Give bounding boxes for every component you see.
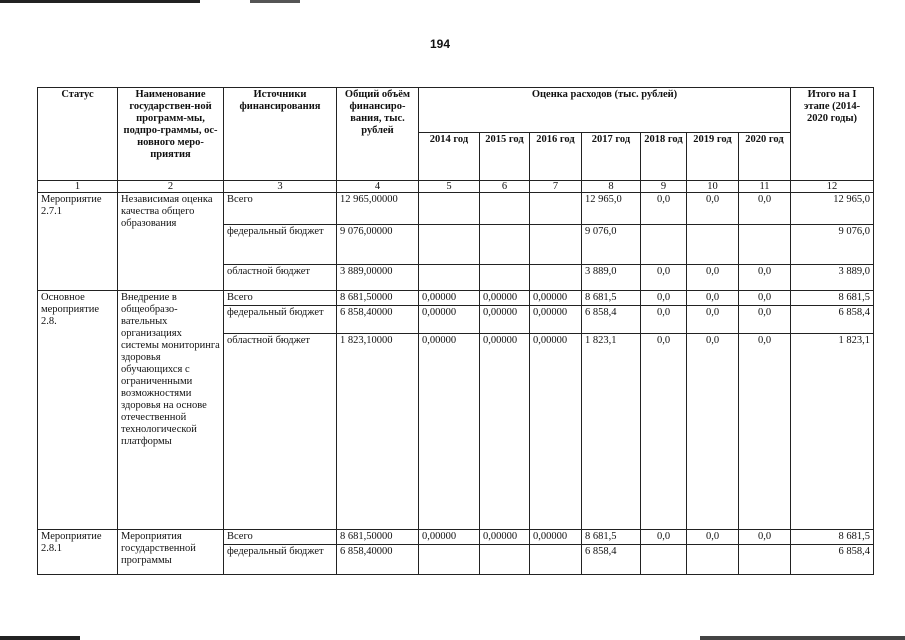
- value-cell: 0,00000: [480, 306, 530, 334]
- value-cell: 0,0: [687, 530, 739, 545]
- column-index: 6: [480, 181, 530, 193]
- value-cell: 0,0: [641, 530, 687, 545]
- value-cell: [530, 193, 582, 225]
- total-cell: 8 681,50000: [337, 291, 419, 306]
- scan-edge-top: [0, 0, 905, 3]
- header-year: 2018 год: [641, 133, 687, 181]
- value-cell: 0,0: [739, 193, 791, 225]
- status-cell: Мероприятие 2.8.1: [38, 530, 118, 575]
- table-row: [38, 530, 874, 545]
- status-cell: Мероприятие 2.7.1: [38, 193, 118, 291]
- value-cell: [480, 193, 530, 225]
- name-cell: Независимая оценка качества общего образования: [118, 193, 224, 291]
- source-cell: областной бюджет: [224, 334, 337, 530]
- value-cell: 0,00000: [419, 306, 480, 334]
- value-cell: [739, 545, 791, 575]
- scan-edge-bottom: [0, 636, 905, 640]
- stage-cell: 8 681,5: [791, 530, 874, 545]
- budget-table: [37, 87, 874, 575]
- stage-cell: 6 858,4: [791, 306, 874, 334]
- value-cell: 0,0: [641, 291, 687, 306]
- value-cell: [419, 225, 480, 265]
- table-row: [38, 291, 874, 306]
- total-cell: 6 858,40000: [337, 306, 419, 334]
- source-cell: Всего: [224, 291, 337, 306]
- stage-cell: 8 681,5: [791, 291, 874, 306]
- stage-cell: 9 076,0: [791, 225, 874, 265]
- value-cell: [641, 545, 687, 575]
- value-cell: 6 858,4: [582, 306, 641, 334]
- value-cell: 0,00000: [530, 334, 582, 530]
- value-cell: [419, 545, 480, 575]
- table-row: [38, 193, 874, 225]
- total-cell: 6 858,40000: [337, 545, 419, 575]
- header-year: 2019 год: [687, 133, 739, 181]
- header-status: Статус: [38, 88, 118, 181]
- header-year: 2014 год: [419, 133, 480, 181]
- value-cell: 0,00000: [419, 334, 480, 530]
- value-cell: 0,0: [687, 265, 739, 291]
- value-cell: 0,0: [687, 334, 739, 530]
- source-cell: областной бюджет: [224, 265, 337, 291]
- value-cell: 3 889,0: [582, 265, 641, 291]
- source-cell: Всего: [224, 193, 337, 225]
- value-cell: 0,0: [687, 193, 739, 225]
- value-cell: [739, 225, 791, 265]
- column-index: 12: [791, 181, 874, 193]
- value-cell: [641, 225, 687, 265]
- value-cell: 0,00000: [480, 530, 530, 545]
- column-index: 8: [582, 181, 641, 193]
- value-cell: [687, 545, 739, 575]
- column-index: 11: [739, 181, 791, 193]
- column-index: 1: [38, 181, 118, 193]
- value-cell: 0,00000: [530, 291, 582, 306]
- total-cell: 12 965,00000: [337, 193, 419, 225]
- column-index: 5: [419, 181, 480, 193]
- value-cell: 0,0: [739, 530, 791, 545]
- value-cell: [530, 545, 582, 575]
- value-cell: 8 681,5: [582, 530, 641, 545]
- column-index: 4: [337, 181, 419, 193]
- column-index-row: [38, 181, 874, 193]
- value-cell: [480, 545, 530, 575]
- value-cell: [419, 265, 480, 291]
- header-year: 2017 год: [582, 133, 641, 181]
- value-cell: [419, 193, 480, 225]
- total-cell: 9 076,00000: [337, 225, 419, 265]
- header-year: 2015 год: [480, 133, 530, 181]
- total-cell: 1 823,10000: [337, 334, 419, 530]
- value-cell: 0,00000: [419, 530, 480, 545]
- value-cell: 1 823,1: [582, 334, 641, 530]
- source-cell: Всего: [224, 530, 337, 545]
- value-cell: 0,0: [641, 265, 687, 291]
- value-cell: 0,0: [641, 193, 687, 225]
- value-cell: 9 076,0: [582, 225, 641, 265]
- value-cell: 0,00000: [419, 291, 480, 306]
- header-total: Общий объём финансиро-вания, тыс. рублей: [337, 88, 419, 181]
- header-stage-total: Итого на I этапе (2014-2020 годы): [791, 88, 874, 181]
- value-cell: 0,00000: [480, 334, 530, 530]
- value-cell: 0,0: [739, 291, 791, 306]
- value-cell: 0,00000: [480, 291, 530, 306]
- source-cell: федеральный бюджет: [224, 306, 337, 334]
- value-cell: 0,00000: [530, 306, 582, 334]
- total-cell: 3 889,00000: [337, 265, 419, 291]
- value-cell: [480, 225, 530, 265]
- value-cell: 0,0: [739, 306, 791, 334]
- value-cell: 12 965,0: [582, 193, 641, 225]
- column-index: 10: [687, 181, 739, 193]
- name-cell: Мероприятия государственной программы: [118, 530, 224, 575]
- value-cell: [480, 265, 530, 291]
- value-cell: [687, 225, 739, 265]
- page-number: 194: [429, 37, 451, 51]
- stage-cell: 6 858,4: [791, 545, 874, 575]
- value-cell: 0,0: [641, 306, 687, 334]
- value-cell: 8 681,5: [582, 291, 641, 306]
- header-source: Источники финансирования: [224, 88, 337, 181]
- stage-cell: 1 823,1: [791, 334, 874, 530]
- value-cell: 0,0: [687, 291, 739, 306]
- value-cell: 0,00000: [530, 530, 582, 545]
- column-index: 2: [118, 181, 224, 193]
- source-cell: федеральный бюджет: [224, 225, 337, 265]
- header-year: 2016 год: [530, 133, 582, 181]
- stage-cell: 3 889,0: [791, 265, 874, 291]
- stage-cell: 12 965,0: [791, 193, 874, 225]
- header-estimate: Оценка расходов (тыс. рублей): [419, 88, 791, 133]
- value-cell: [530, 225, 582, 265]
- total-cell: 8 681,50000: [337, 530, 419, 545]
- value-cell: 0,0: [739, 265, 791, 291]
- status-cell: Основное мероприятие 2.8.: [38, 291, 118, 530]
- value-cell: 6 858,4: [582, 545, 641, 575]
- value-cell: 0,0: [687, 306, 739, 334]
- column-index: 7: [530, 181, 582, 193]
- name-cell: Внедрение в общеобразо-вательных организациях системы мониторинга здоровья обучающихся с ограниченными возможностями здоровья на основе отечественной технологической платформы: [118, 291, 224, 530]
- header-name: Наименование государствен-ной программ-мы, подпро-граммы, ос-новного меро-приятия: [118, 88, 224, 181]
- value-cell: 0,0: [739, 334, 791, 530]
- source-cell: федеральный бюджет: [224, 545, 337, 575]
- header-year: 2020 год: [739, 133, 791, 181]
- column-index: 3: [224, 181, 337, 193]
- column-index: 9: [641, 181, 687, 193]
- value-cell: [530, 265, 582, 291]
- value-cell: 0,0: [641, 334, 687, 530]
